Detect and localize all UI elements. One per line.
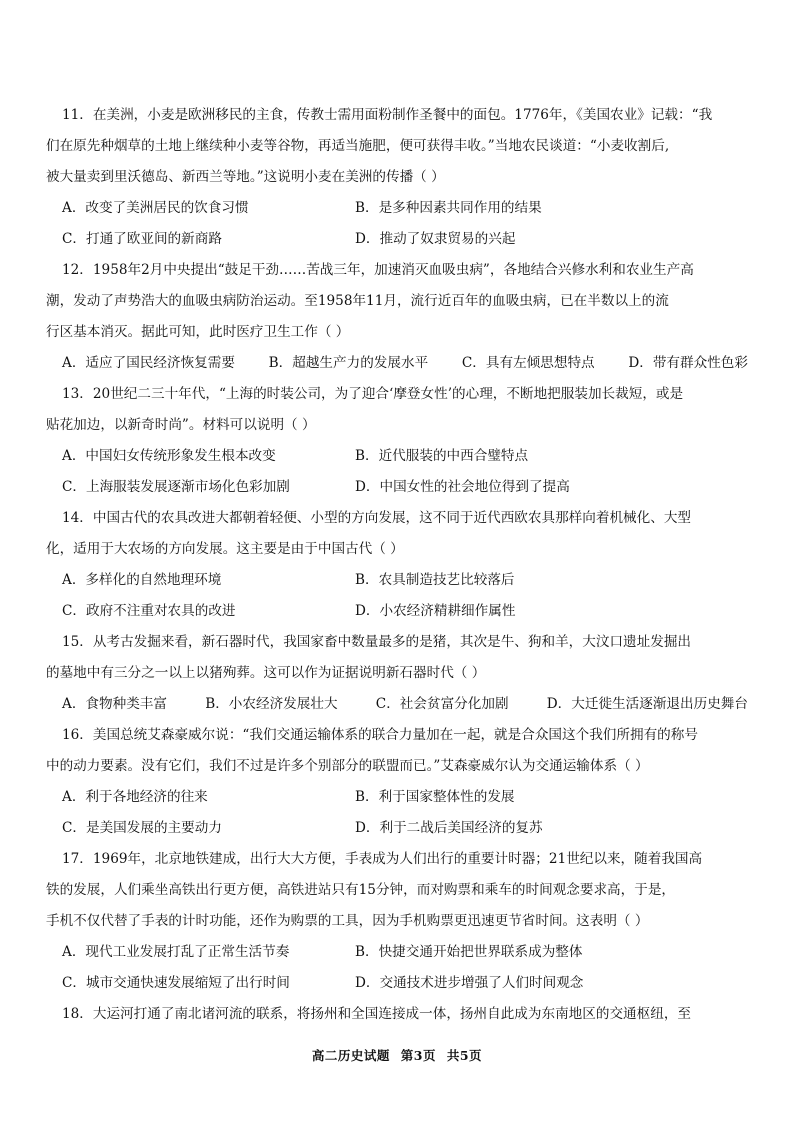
option-a[interactable]: A．改变了美洲居民的饮食习惯 bbox=[62, 200, 249, 216]
option-b[interactable]: B．利于国家整体性的发展 bbox=[355, 789, 515, 805]
question-stem-line: 12．1958年2月中央提出“鼓足干劲……苦战三年，加速消灭血吸虫病”，各地结合兴修水利和农业生产高 bbox=[62, 262, 694, 278]
options-row bbox=[46, 565, 748, 596]
options-row bbox=[46, 441, 748, 472]
option-b[interactable]: B．快捷交通开始把世界联系成为整体 bbox=[355, 944, 583, 960]
options-row bbox=[46, 782, 748, 813]
options-row bbox=[46, 348, 748, 379]
options-row bbox=[46, 596, 748, 627]
question-stem-line: 贴花加边，以新奇时尚”。材料可以说明（ ） bbox=[46, 417, 316, 433]
question-stem-line: 15．从考古发掘来看，新石器时代，我国家畜中数量最多的是猪，其次是牛、狗和羊，大汶口遗址发掘出 bbox=[62, 634, 692, 650]
options-row bbox=[46, 937, 748, 968]
option-a[interactable]: A．多样化的自然地理环境 bbox=[62, 572, 222, 588]
question-stem-line: 潮，发动了声势浩大的血吸虫病防治运动。至1958年11月，流行近百年的血吸虫病，已在半数以上的流 bbox=[46, 293, 669, 309]
question-13 bbox=[46, 379, 748, 503]
question-14 bbox=[46, 503, 748, 627]
footer-total-pages: 共5页 bbox=[446, 1048, 483, 1063]
question-stem-line: 的墓地中有三分之一以上以猪殉葬。这可以作为证据说明新石器时代（ ） bbox=[46, 665, 486, 681]
option-b[interactable]: B．小农经济发展壮大 bbox=[205, 696, 338, 712]
question-12 bbox=[46, 255, 748, 379]
question-stem-line: 手机不仅代替了手表的计时功能，还作为购票的工具，因为手机购票更迅速更节省时间。这表明（ ） bbox=[46, 913, 649, 929]
question-stem-line: 16．美国总统艾森豪威尔说：“我们交通运输体系的联合力量加在一起，就是合众国这个我们所拥有的称号 bbox=[62, 727, 698, 743]
option-a[interactable]: A．食物种类丰富 bbox=[62, 696, 167, 712]
page-footer bbox=[0, 1046, 794, 1064]
question-stem-line: 18．大运河打通了南北诸河流的联系，将扬州和全国连接成一体，扬州自此成为东南地区的交通枢纽，至 bbox=[62, 1006, 692, 1022]
options-row bbox=[46, 472, 748, 503]
option-b[interactable]: B．是多种因素共同作用的结果 bbox=[355, 200, 542, 216]
option-d[interactable]: D．中国女性的社会地位得到了提高 bbox=[355, 479, 570, 495]
option-d[interactable]: D．大迁徙生活逐渐退出历史舞台 bbox=[546, 696, 748, 712]
option-c[interactable]: C．城市交通快速发展缩短了出行时间 bbox=[62, 975, 290, 991]
question-stem-line: 13．20世纪二三十年代，“上海的时装公司，为了迎合‘摩登女性’的心理，不断地把服装加长裁短，或是 bbox=[62, 386, 684, 402]
option-a[interactable]: A．利于各地经济的往来 bbox=[62, 789, 208, 805]
option-d[interactable]: D．利于二战后美国经济的复苏 bbox=[355, 820, 543, 836]
question-stem-line: 14．中国古代的农具改进大都朝着轻便、小型的方向发展，这不同于近代西欧农具那样向着机械化、大型 bbox=[62, 510, 692, 526]
question-stem-line: 们在原先种烟草的土地上继续种小麦等谷物，再适当施肥，便可获得丰收。”当地农民谈道：“小麦收割后, bbox=[46, 138, 670, 154]
options-row bbox=[46, 968, 748, 999]
option-a[interactable]: A．现代工业发展打乱了正常生活节奏 bbox=[62, 944, 290, 960]
option-d[interactable]: D．小农经济精耕细作属性 bbox=[355, 603, 516, 619]
question-11 bbox=[46, 100, 748, 255]
question-stem-line: 行区基本消灭。据此可知，此时医疗卫生工作（ ） bbox=[46, 324, 350, 340]
option-a[interactable]: A．适应了国民经济恢复需要 bbox=[62, 355, 235, 371]
question-18 bbox=[46, 999, 748, 1030]
question-stem-line: 铁的发展，人们乘坐高铁出行更方便，高铁进站只有15分钟，而对购票和乘车的时间观念要求高，于是， bbox=[46, 882, 676, 898]
options-row bbox=[46, 224, 748, 255]
options-row bbox=[46, 813, 748, 844]
question-stem-line: 17．1969年，北京地铁建成，出行大大方便，手表成为人们出行的重要计时器；21世纪以来，随着我国高 bbox=[62, 851, 703, 867]
option-b[interactable]: B．超越生产力的发展水平 bbox=[268, 355, 429, 371]
option-b[interactable]: B．农具制造技艺比较落后 bbox=[355, 572, 515, 588]
option-d[interactable]: D．推动了奴隶贸易的兴起 bbox=[355, 231, 516, 247]
option-c[interactable]: C．社会贫富分化加剧 bbox=[375, 696, 509, 712]
option-a[interactable]: A．中国妇女传统形象发生根本改变 bbox=[62, 448, 276, 464]
question-list bbox=[46, 100, 748, 1030]
option-d[interactable]: D．交通技术进步增强了人们时间观念 bbox=[355, 975, 584, 991]
question-15 bbox=[46, 627, 748, 720]
option-c[interactable]: C．是美国发展的主要动力 bbox=[62, 820, 222, 836]
option-c[interactable]: C．政府不注重对农具的改进 bbox=[62, 603, 236, 619]
question-17 bbox=[46, 844, 748, 999]
options-row bbox=[46, 193, 748, 224]
option-c[interactable]: C．上海服装发展逐渐市场化色彩加剧 bbox=[62, 479, 290, 495]
question-16 bbox=[46, 720, 748, 844]
question-stem-line: 11．在美洲，小麦是欧洲移民的主食，传教士需用面粉制作圣餐中的面包。1776年，《美国农业》记载：“我 bbox=[62, 107, 713, 123]
option-d[interactable]: D．带有群众性色彩 bbox=[628, 355, 748, 371]
question-stem-line: 化，适用于大农场的方向发展。这主要是由于中国古代（ ） bbox=[46, 541, 404, 557]
question-stem-line: 被大量卖到里沃德岛、新西兰等地。”这说明小麦在美洲的传播（ ） bbox=[46, 169, 445, 185]
question-stem-line: 中的动力要素。没有它们，我们不过是许多个别部分的联盟而已。”艾森豪威尔认为交通运输体系（ ） bbox=[46, 758, 649, 774]
options-row bbox=[46, 689, 748, 720]
option-c[interactable]: C．打通了欧亚间的新商路 bbox=[62, 231, 222, 247]
footer-subject: 高二历史试题 bbox=[311, 1048, 390, 1063]
option-b[interactable]: B．近代服装的中西合璧特点 bbox=[355, 448, 529, 464]
option-c[interactable]: C．具有左倾思想特点 bbox=[461, 355, 595, 371]
footer-page-number: 第3页 bbox=[400, 1048, 436, 1063]
